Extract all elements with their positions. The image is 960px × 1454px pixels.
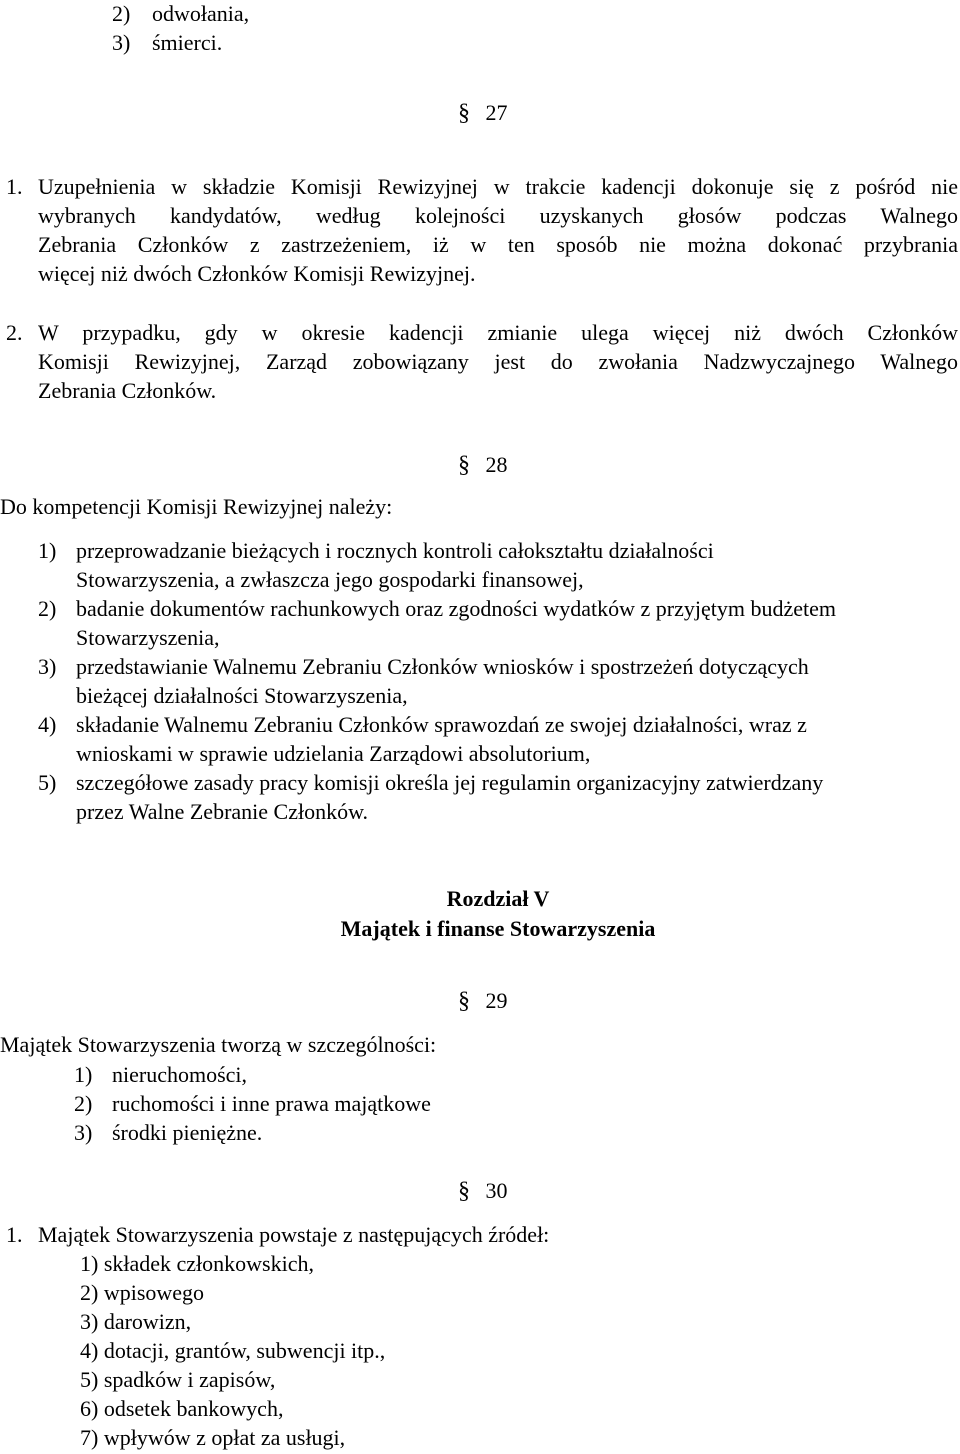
section-sign: §: [458, 100, 470, 126]
list-number: 2): [112, 1, 131, 26]
list-item: 2) wpisowego: [80, 1280, 205, 1305]
list-item: [38, 652, 958, 710]
list-number: 2): [74, 1091, 93, 1116]
paragraph-line: W przypadku, gdy w okresie kadencji zmianie ulega więcej niż dwóch Członków: [38, 320, 958, 345]
paragraph-line: Zebrania Członków z zastrzeżeniem, iż w ten sposób nie można dokonać przybrania: [38, 232, 958, 257]
paragraph-number: 1.: [6, 174, 23, 199]
list-item: [38, 594, 958, 652]
paragraph-27-2: [0, 318, 958, 405]
list-number: 5): [38, 770, 57, 795]
list-line: składanie Walnemu Zebraniu Członków sprawozdań ze swojej działalności, wraz z: [76, 712, 807, 737]
section-sign: §: [458, 1178, 470, 1204]
list-number: 3): [112, 30, 131, 55]
list-line: przeprowadzanie bieżących i rocznych kontroli całokształtu działalności: [76, 538, 714, 563]
section-29-intro: Majątek Stowarzyszenia tworzą w szczególności:: [0, 1032, 437, 1057]
section-28-intro: Do kompetencji Komisji Rewizyjnej należy:: [0, 494, 393, 519]
list-line: szczegółowe zasady pracy komisji określa jej regulamin organizacyjny zatwierdzany: [76, 770, 824, 795]
section-number: 27: [485, 100, 508, 125]
paragraph-27-1: [0, 172, 958, 288]
list-item: 7) wpływów z opłat za usługi,: [80, 1425, 346, 1450]
list-line: Stowarzyszenia, a zwłaszcza jego gospodarki finansowej,: [76, 567, 584, 592]
list-item: 1) składek członkowskich,: [80, 1251, 314, 1276]
list-text: środki pieniężne.: [112, 1120, 263, 1145]
competence-list: [38, 536, 958, 826]
paragraph-number: 1.: [6, 1222, 23, 1247]
paragraph-line: Komisji Rewizyjnej, Zarząd zobowiązany jest do zwołania Nadzwyczajnego Walnego: [38, 349, 958, 374]
section-28-heading: [458, 450, 508, 480]
paragraph-line: wybranych kandydatów, według kolejności uzyskanych głosów podczas Walnego: [38, 203, 958, 228]
list-line: przez Walne Zebranie Członków.: [76, 799, 369, 824]
list-number: 4): [38, 712, 57, 737]
list-item: [38, 768, 958, 826]
list-item: 6) odsetek bankowych,: [80, 1396, 284, 1421]
section-29-heading: [458, 986, 508, 1016]
section-27-heading: [458, 98, 508, 128]
section-number: 28: [485, 452, 508, 477]
list-line: Stowarzyszenia,: [76, 625, 220, 650]
list-number: 2): [38, 596, 57, 621]
list-item: [38, 536, 958, 594]
chapter-subtitle: Majątek i finanse Stowarzyszenia: [340, 916, 656, 941]
paragraph-line: Zebrania Członków.: [38, 378, 217, 403]
list-line: wnioskami w sprawie udzielania Zarządowi absolutorium,: [76, 741, 591, 766]
section-sign: §: [458, 988, 470, 1014]
list-text: nieruchomości,: [112, 1062, 248, 1087]
chapter-title: Rozdział V: [446, 886, 550, 911]
section-number: 30: [485, 1178, 508, 1203]
list-number: 1): [38, 538, 57, 563]
paragraph-line: więcej niż dwóch Członków Komisji Rewizyjnej.: [38, 261, 476, 286]
list-line: badanie dokumentów rachunkowych oraz zgodności wydatków z przyjętym budżetem: [76, 596, 836, 621]
paragraph-line: Uzupełnienia w składzie Komisji Rewizyjnej w trakcie kadencji dokonuje się z pośród nie: [38, 174, 958, 199]
paragraph-number: 2.: [6, 320, 23, 345]
list-item: 3) darowizn,: [80, 1309, 192, 1334]
list-line: przedstawianie Walnemu Zebraniu Członków wniosków i spostrzeżeń dotyczących: [76, 654, 809, 679]
list-text: śmierci.: [152, 30, 223, 55]
list-number: 1): [74, 1062, 93, 1087]
section-sign: §: [458, 452, 470, 478]
section-30-heading: [458, 1176, 508, 1206]
list-text: ruchomości i inne prawa majątkowe: [112, 1091, 431, 1116]
list-item: 5) spadków i zapisów,: [80, 1367, 276, 1392]
list-item: 4) dotacji, grantów, subwencji itp.,: [80, 1338, 386, 1363]
list-text: odwołania,: [152, 1, 250, 26]
sources-list: [80, 1249, 385, 1452]
list-number: 3): [74, 1120, 93, 1145]
list-number: 3): [38, 654, 57, 679]
list-item: [38, 710, 958, 768]
paragraph-text: Majątek Stowarzyszenia powstaje z następujących źródeł:: [38, 1222, 550, 1247]
section-number: 29: [485, 988, 508, 1013]
list-line: bieżącej działalności Stowarzyszenia,: [76, 683, 408, 708]
